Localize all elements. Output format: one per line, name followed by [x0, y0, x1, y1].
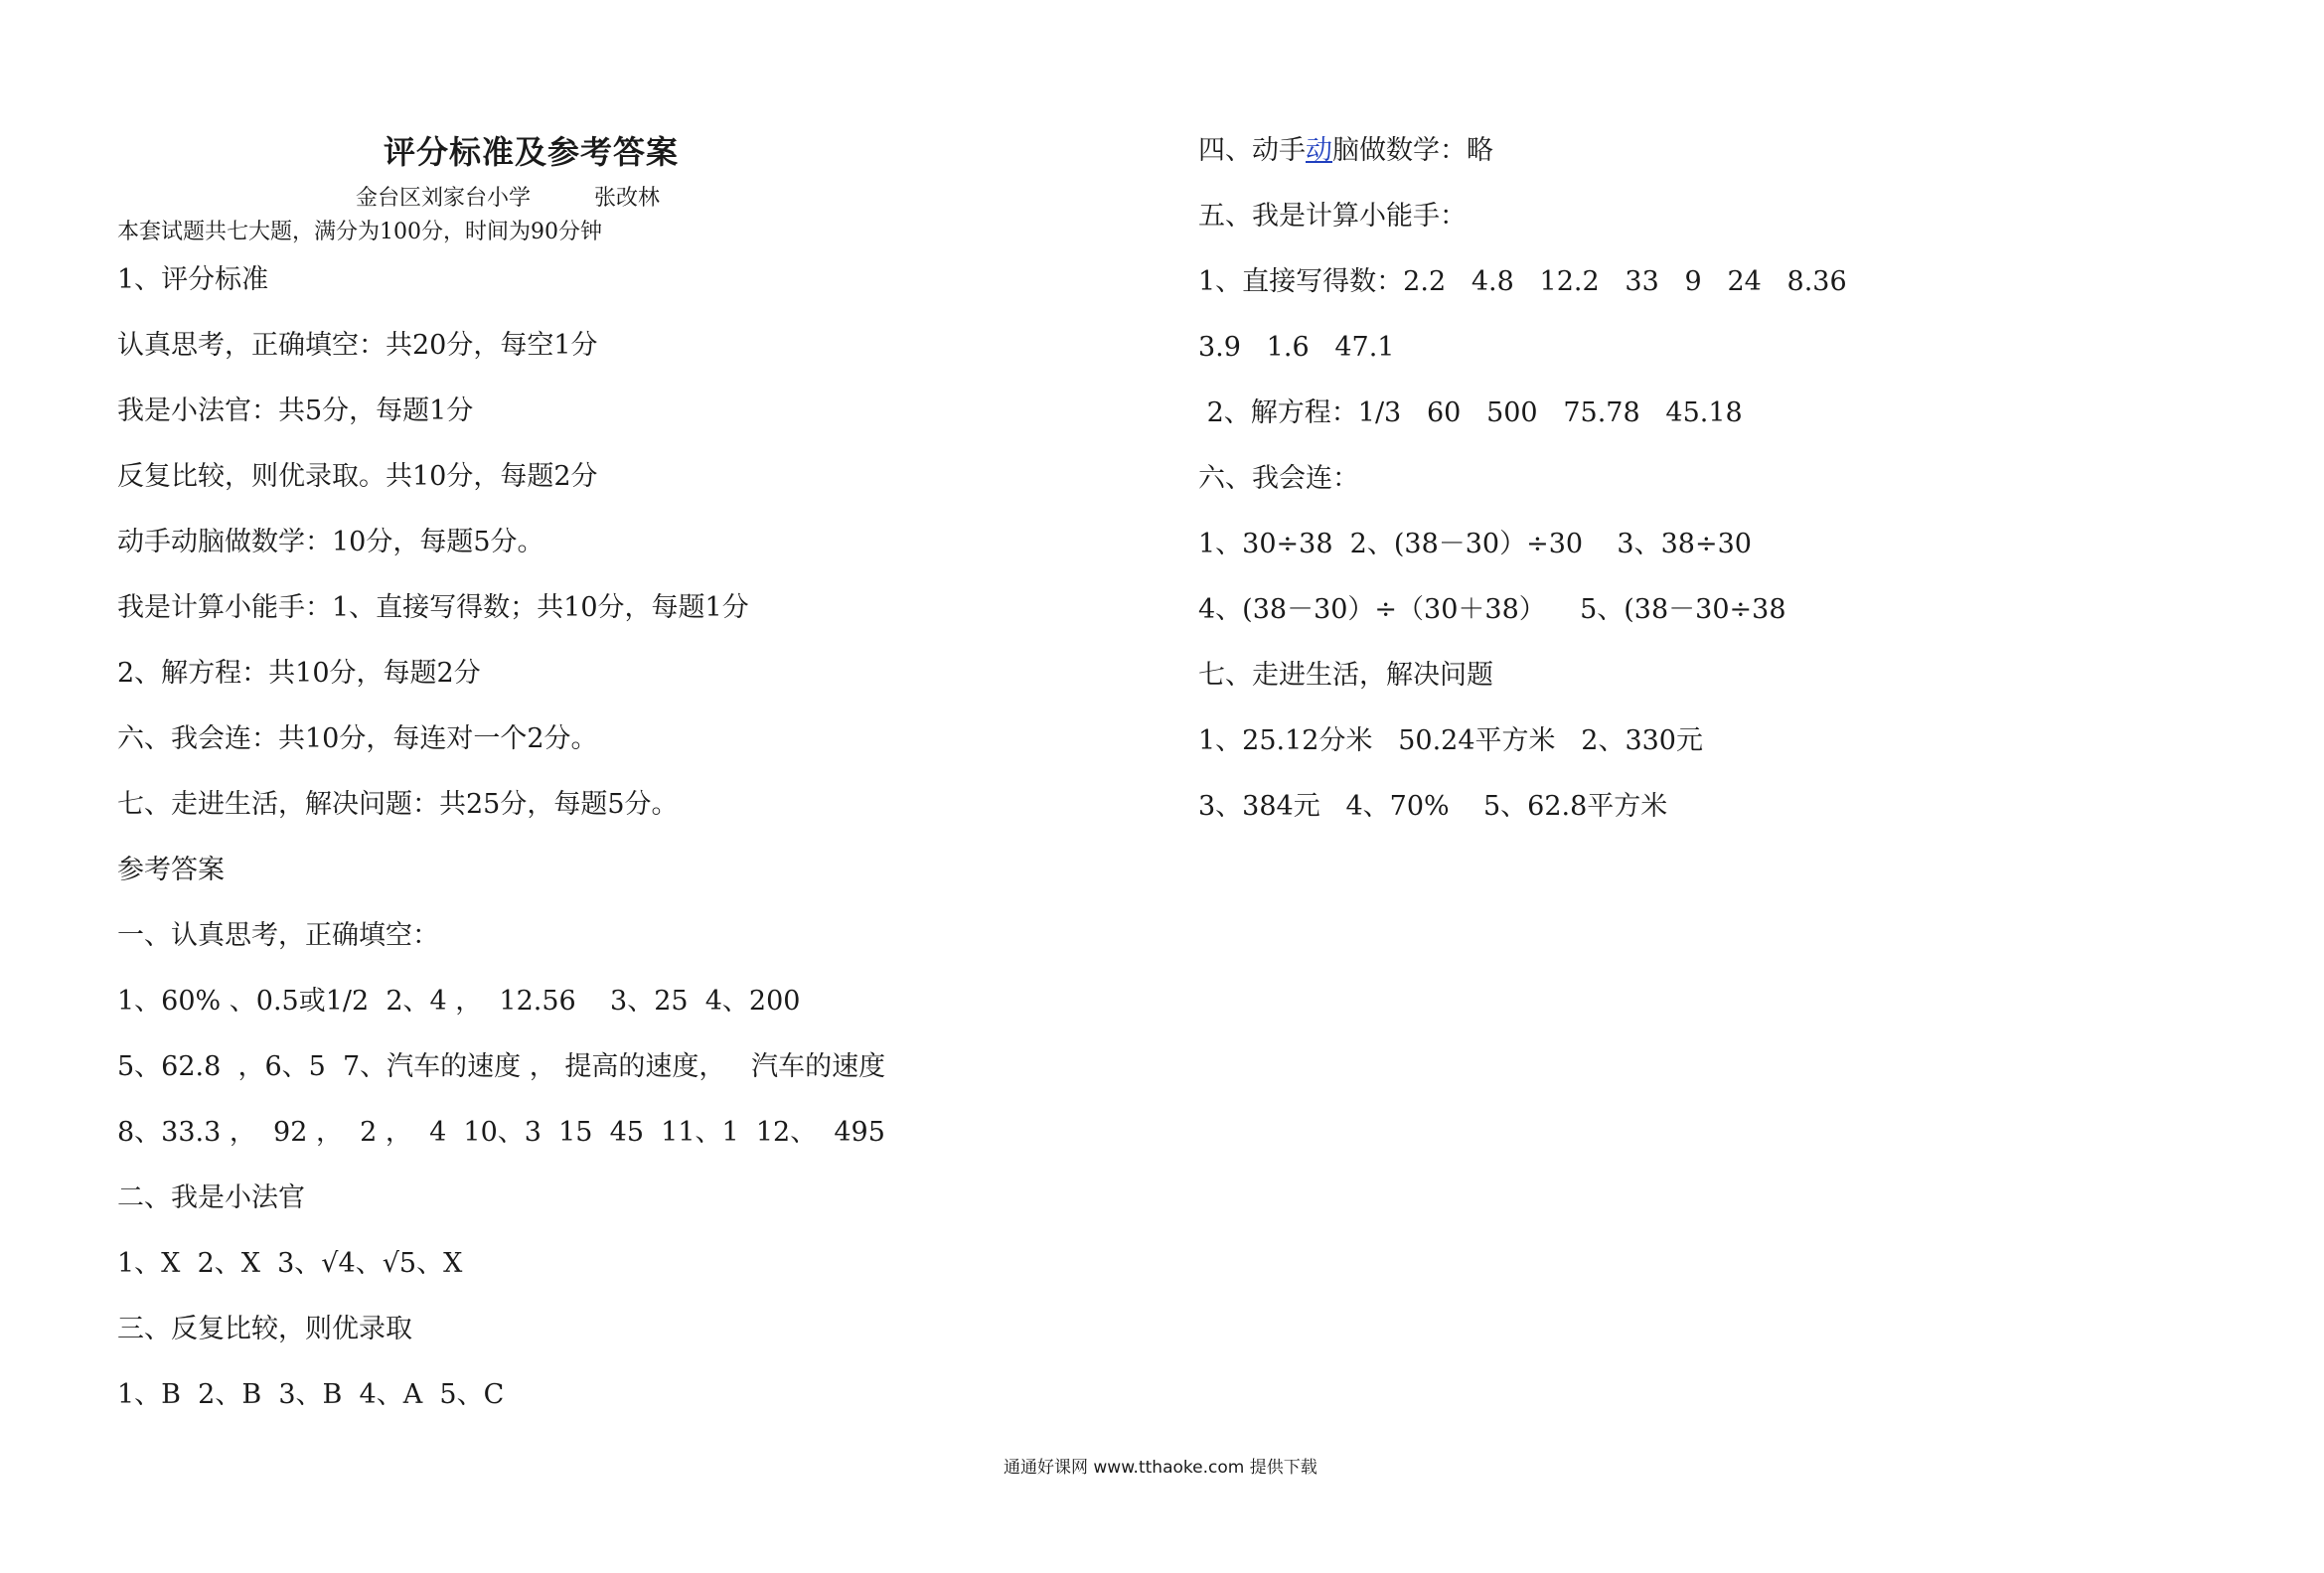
section-four-link[interactable]: 动	[1306, 135, 1332, 166]
left-line: 1、B 2、B 3、B 4、A 5、C	[117, 1379, 505, 1410]
left-line: 七、走进生活，解决问题：共25分，每题5分。	[117, 789, 679, 820]
left-line: 1、X 2、X 3、√4、√5、X	[117, 1248, 463, 1279]
right-line: 1、直接写得数：2.2 4.8 12.2 33 9 24 8.36	[1198, 266, 1847, 297]
section-four-prefix: 四、动手	[1198, 135, 1306, 166]
left-line: 认真思考，正确填空：共20分，每空1分	[117, 330, 598, 361]
school-name: 金台区刘家台小学	[356, 186, 532, 211]
left-line: 二、我是小法官	[117, 1182, 305, 1213]
right-line: 七、走进生活，解决问题	[1198, 660, 1493, 691]
left-line: 我是小法官：共5分，每题1分	[117, 395, 474, 426]
section-four-suffix: 脑做数学：略	[1332, 135, 1493, 166]
left-line: 1、60% 、0.5或1/2 2、4 ， 12.56 3、25 4、200	[117, 986, 801, 1017]
left-line: 六、我会连：共10分，每连对一个2分。	[117, 723, 598, 754]
left-line: 动手动脑做数学：10分，每题5分。	[117, 527, 544, 557]
right-line: 4、(38－30）÷（30＋38） 5、(38－30÷38	[1198, 594, 1786, 625]
right-line-section-four	[1198, 133, 1493, 169]
page-title: 评分标准及参考答案	[384, 133, 680, 171]
left-line: 我是计算小能手：1、直接写得数；共10分，每题1分	[117, 592, 749, 623]
right-line: 1、30÷38 2、(38－30）÷30 3、38÷30	[1198, 529, 1752, 559]
left-line: 三、反复比较，则优录取	[117, 1314, 412, 1344]
left-line: 2、解方程：共10分，每题2分	[117, 658, 481, 689]
author-name: 张改林	[594, 186, 661, 211]
right-line: 1、25.12分米 50.24平方米 2、330元	[1198, 725, 1703, 756]
author-line	[356, 181, 660, 212]
right-line: 六、我会连：	[1198, 463, 1359, 494]
right-line: 3.9 1.6 47.1	[1198, 332, 1395, 363]
left-line: 8、33.3 ， 92 ， 2 ， 4 10、3 15 45 11、1 12、 495	[117, 1117, 885, 1148]
right-line: 2、解方程：1/3 60 500 75.78 45.18	[1198, 397, 1743, 428]
right-line: 3、384元 4、70% 5、62.8平方米	[1198, 791, 1668, 822]
left-line: 5、62.8 ，6、5 7、汽车的速度 ， 提高的速度， 汽车的速度	[117, 1051, 886, 1082]
left-line: 一、认真思考，正确填空：	[117, 920, 439, 951]
exam-intro: 本套试题共七大题，满分为100分，时间为90分钟	[117, 220, 602, 244]
page-footer: 通通好课网 www.tthaoke.com 提供下载	[1004, 1458, 1317, 1478]
right-line: 五、我是计算小能手：	[1198, 201, 1467, 232]
left-line: 参考答案	[117, 855, 225, 885]
left-line: 反复比较，则优录取。共10分，每题2分	[117, 461, 598, 492]
left-line: 1、评分标准	[117, 264, 269, 295]
